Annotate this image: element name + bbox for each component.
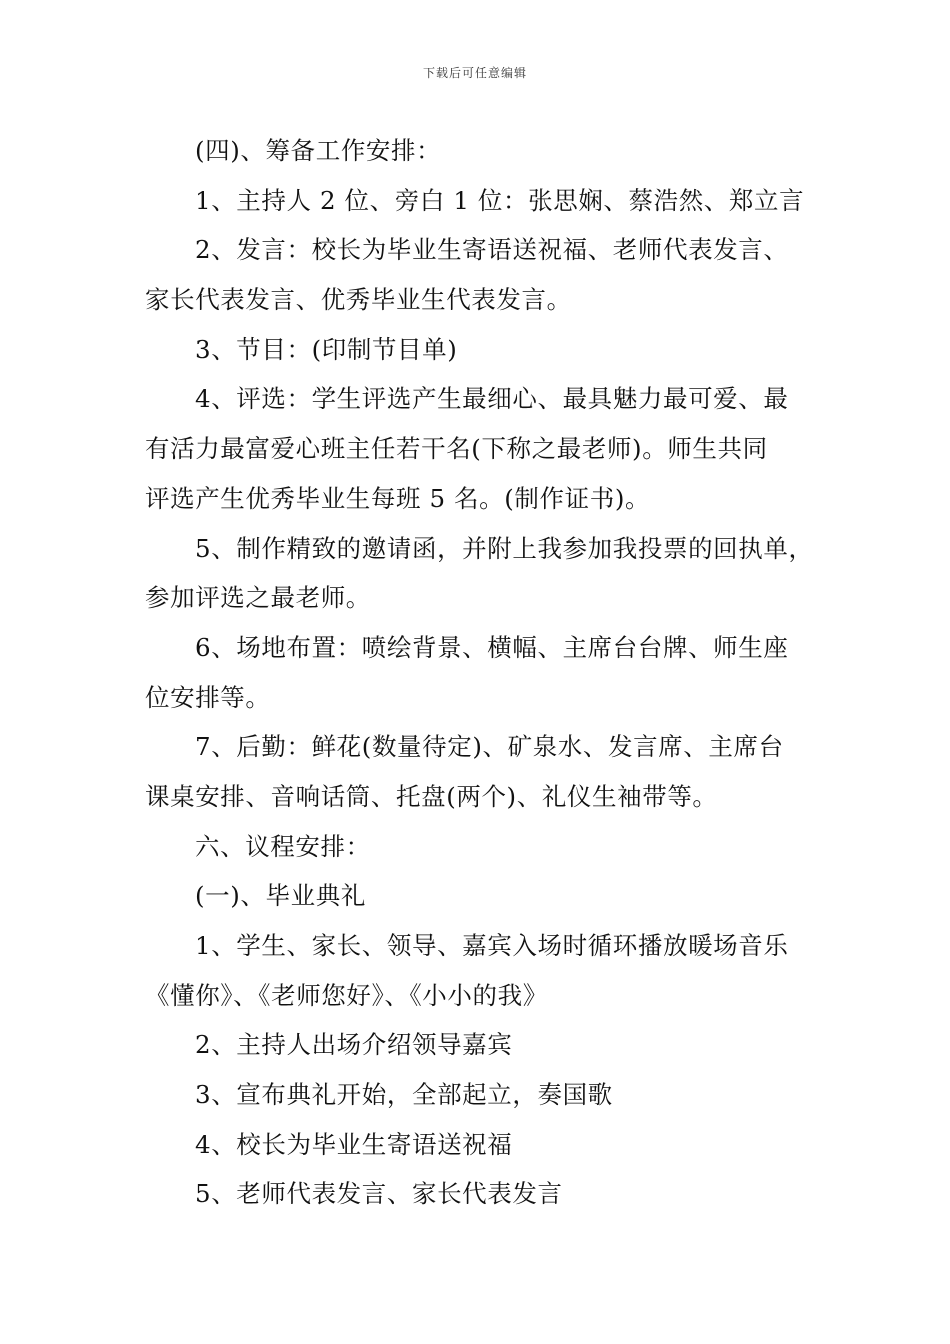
text-line: 评选产生优秀毕业生每班 5 名。(制作证书)。 [145,483,651,513]
text-line: 参加评选之最老师。 [145,583,371,613]
text-line: 1、主持人 2 位、旁白 1 位：张思娴、蔡浩然、郑立言 [195,185,805,215]
text-line: 位安排等。 [145,682,271,712]
text-line: 家长代表发言、优秀毕业生代表发言。 [145,285,572,315]
text-line: 课桌安排、音响话筒、托盘(两个)、礼仪生袖带等。 [145,781,718,811]
text-line: 7、后勤：鲜花(数量待定)、矿泉水、发言席、主席台 [195,732,784,762]
text-line: 6、场地布置：喷绘背景、横幅、主席台台牌、师生座 [195,632,789,662]
text-line: 4、校长为毕业生寄语送祝福 [195,1129,513,1159]
text-line: 3、节目：(印制节目单) [195,334,458,364]
text-line: 1、学生、家长、领导、嘉宾入场时循环播放暖场音乐 [195,931,789,960]
document-body [145,126,814,1219]
text-line: 5、老师代表发言、家长代表发言 [195,1179,563,1209]
text-line: 2、发言：校长为毕业生寄语送祝福、老师代表发言、 [195,235,789,265]
text-line: 六、议程安排： [195,831,371,861]
text-line: (四)、筹备工作安排： [195,136,442,165]
text-line: (一)、毕业典礼 [195,881,366,911]
text-line: 有活力最富爱心班主任若干名(下称之最老师)。师生共同 [145,434,768,464]
text-line: 4、评选：学生评选产生最细心、最具魅力最可爱、最 [195,384,789,414]
text-line: 5、制作精致的邀请函，并附上我参加我投票的回执单， [195,533,814,563]
text-line: 《懂你》、《老师您好》、《小小的我》 [145,980,548,1010]
text-line: 3、宣布典礼开始，全部起立，奏国歌 [195,1080,613,1110]
page-header: 下载后可任意编辑 [422,66,527,80]
text-line: 2、主持人出场介绍领导嘉宾 [195,1030,513,1060]
